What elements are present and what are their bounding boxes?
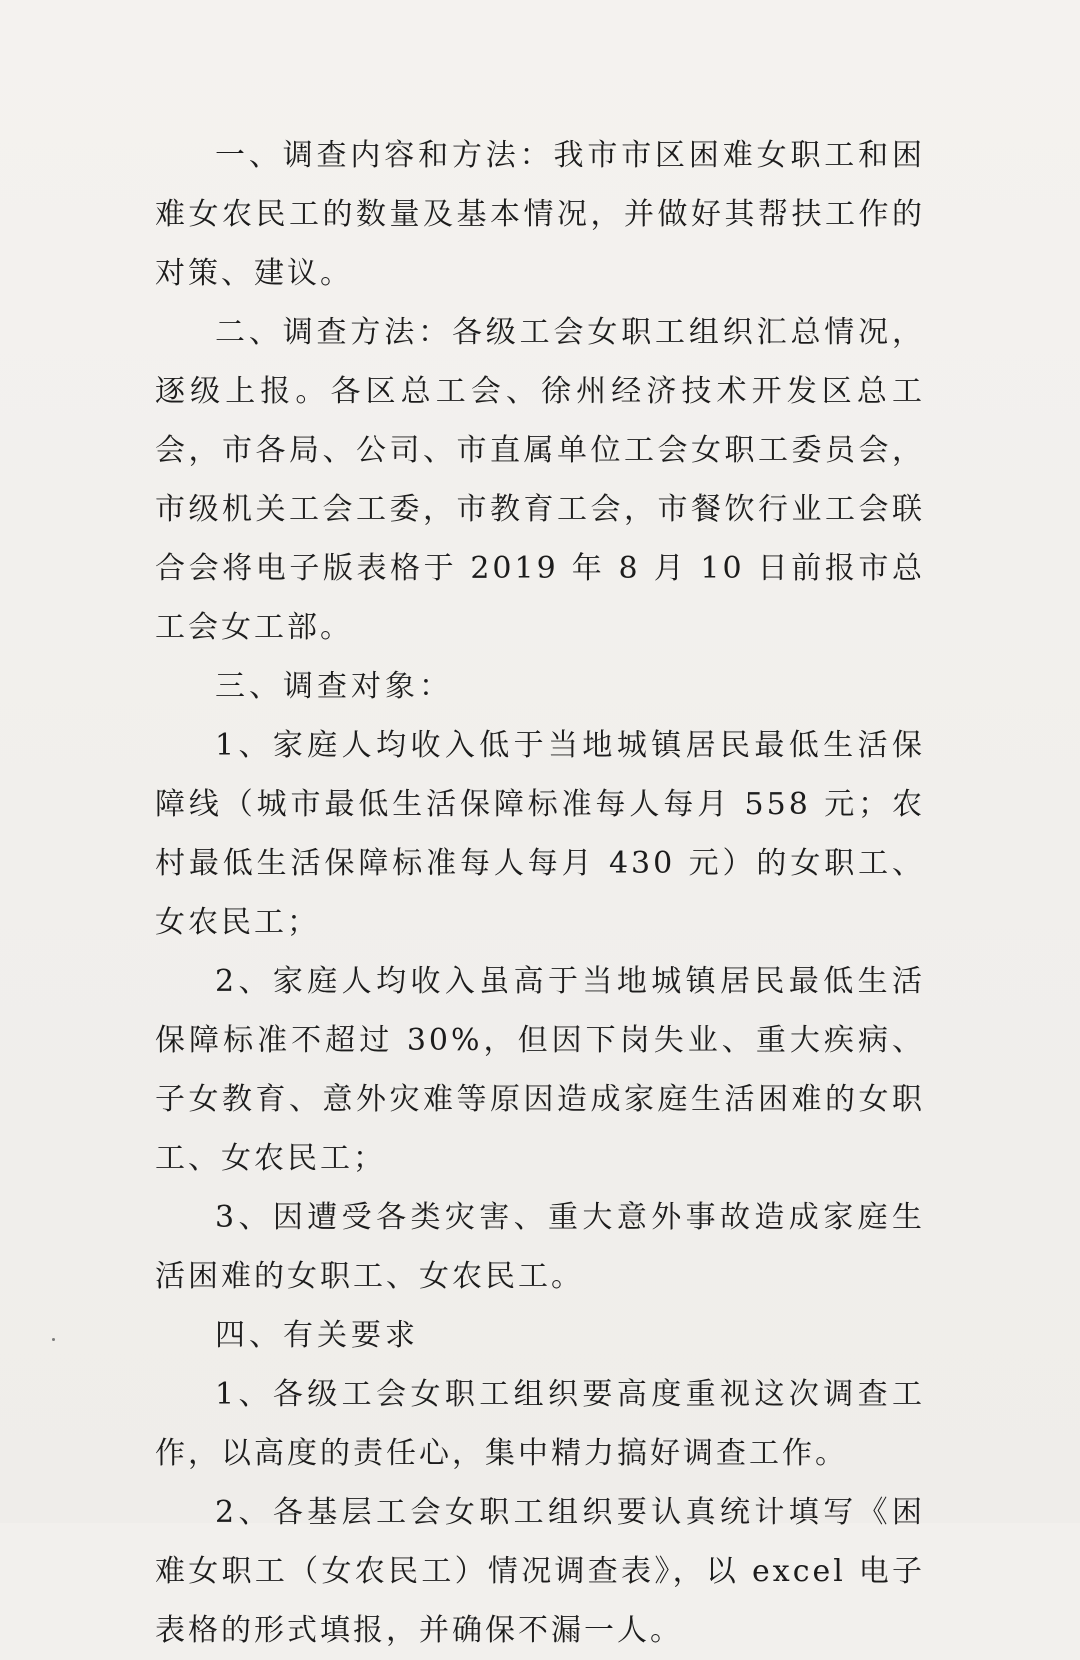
paragraph-requirements-heading: 四、有关要求 [215,1318,419,1353]
paragraph-target-2: 2、家庭人均收入虽高于当地城镇居民最低生活保障标准不超过 30%，但因下岗失业、重大疾病、子女教育、意外灾难等原因造成家庭生活困难的女职工、女农民工； [155,964,925,1176]
paragraph-survey-method: 二、调查方法：各级工会女职工组织汇总情况，逐级上报。各区总工会、徐州经济技术开发区总工会，市各局、公司、市直属单位工会女职工委员会，市级机关工会工委，市教育工会，市餐饮行业工会联合会将电子版表格于 2019 年 8 月 10 日前报市总工会女工部。 [155,315,925,645]
paragraph-target-3: 3、因遭受各类灾害、重大意外事故造成家庭生活困难的女职工、女农民工。 [155,1200,925,1294]
paragraph-requirement-1: 1、各级工会女职工组织要高度重视这次调查工作，以高度的责任心，集中精力搞好调查工作。 [155,1377,925,1471]
paragraph-target-1: 1、家庭人均收入低于当地城镇居民最低生活保障线（城市最低生活保障标准每人每月 558 元；农村最低生活保障标准每人每月 430 元）的女职工、女农民工； [155,728,925,940]
paragraph-requirement-2: 2、各基层工会女职工组织要认真统计填写《困难女职工（女农民工）情况调查表》，以 excel 电子表格的形式填报，并确保不漏一人。 [155,1495,925,1648]
paper-speck [52,1338,55,1341]
paragraph-survey-content: 一、调查内容和方法：我市市区困难女职工和困难女农民工的数量及基本情况，并做好其帮扶工作的对策、建议。 [155,138,925,291]
document-body [155,126,925,1660]
paragraph-survey-targets-heading: 三、调查对象： [215,669,453,704]
